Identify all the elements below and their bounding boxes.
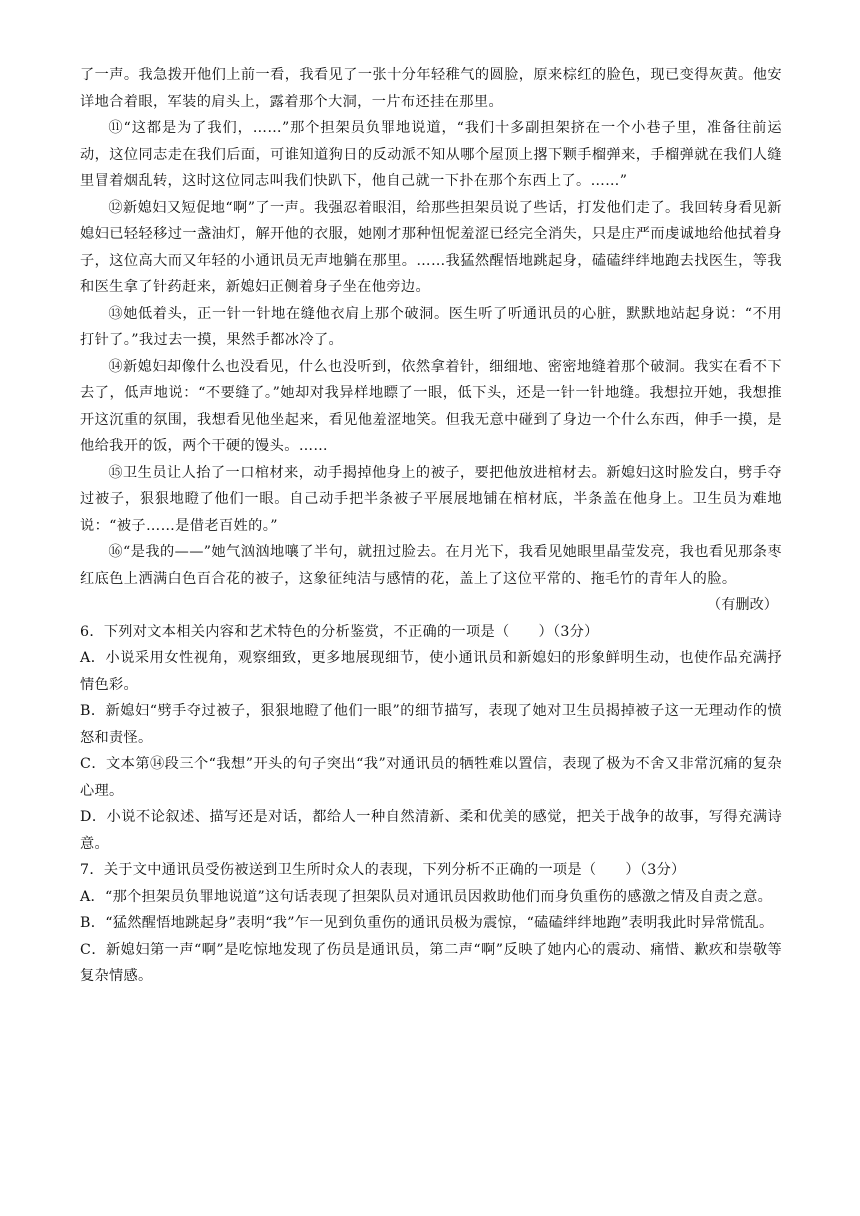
- question-7: [80, 857, 782, 990]
- answer-option-c: C．文本第⑭段三个“我想”开头的句子突出“我”对通讯员的牺牲难以置信，表现了极为不舍又非常沉痛的复杂心理。: [80, 756, 782, 799]
- question-stem: 6．下列对文本相关内容和艺术特色的分析鉴赏，不正确的一项是（ ）（3分）: [80, 623, 599, 640]
- passage-paragraph-12: ⑫新媳妇又短促地“啊”了一声。我强忍着眼泪，给那些担架员说了些话，打发他们走了。我回转身看见新媳妇已轻轻移过一盏油灯，解开他的衣服，她刚才那种忸怩羞涩已经完全消失，只是庄严而虔诚地给他拭着身子，这位高大而又年轻的小通讯员无声地躺在那里。……我猛然醒悟地跳起身，磕磕绊绊地跑去找医生，等我和医生拿了针药赶来，新媳妇正侧着身子坐在他旁边。: [80, 199, 782, 295]
- document-page: [80, 62, 782, 990]
- answer-option-b: B．新媳妇“劈手夺过被子，狠狠地瞪了他们一眼”的细节描写，表现了她对卫生员揭掉被子这一无理动作的愤怒和责怪。: [80, 703, 782, 746]
- source-note: （有删改）: [707, 597, 778, 613]
- answer-option-a: A．“那个担架员负罪地说道”这句话表现了担架队员对通讯员因救助他们而身负重伤的感激之情及自责之意。: [80, 888, 773, 905]
- reading-passage: [80, 62, 782, 619]
- passage-paragraph-14: ⑭新媳妇却像什么也没看见，什么也没听到，依然拿着针，细细地、密密地缝着那个破洞。我实在看不下去了，低声地说：“不要缝了。”她却对我异样地瞟了一眼，低下头，还是一针一针地缝。我想拉开她，我想推开这沉重的氛围，我想看见他坐起来，看见他羞涩地笑。但我无意中碰到了身边一个什么东西，伸手一摸，是他给我开的饭，两个干硬的馒头。……: [80, 358, 782, 454]
- answer-option-d: D．小说不论叙述、描写还是对话，都给人一种自然清新、柔和优美的感觉，把关于战争的故事，写得充满诗意。: [80, 809, 782, 852]
- answer-option-a: A．小说采用女性视角，观察细致，更多地展现细节，使小通讯员和新媳妇的形象鲜明生动，也使作品充满抒情色彩。: [80, 650, 782, 693]
- passage-paragraph-15: ⑮卫生员让人抬了一口棺材来，动手揭掉他身上的被子，要把他放进棺材去。新媳妇这时脸发白，劈手夺过被子，狠狠地瞪了他们一眼。自己动手把半条被子平展展地铺在棺材底，半条盖在他身上。卫生员为难地说：“被子……是借老百姓的。”: [80, 464, 782, 534]
- passage-paragraph-16: ⑯“是我的——”她气汹汹地嚷了半句，就扭过脸去。在月光下，我看见她眼里晶莹发亮，我也看见那条枣红底色上洒满白色百合花的被子，这象征纯洁与感情的花，盖上了这位平常的、拖毛竹的青年人的脸。: [80, 544, 782, 587]
- question-6: [80, 619, 782, 858]
- passage-paragraph-continued: 了一声。我急拨开他们上前一看，我看见了一张十分年轻稚气的圆脸，原来棕红的脸色，现已变得灰黄。他安详地合着眼，军装的肩头上，露着那个大洞，一片布还挂在那里。: [80, 67, 782, 110]
- question-list: [80, 619, 782, 990]
- question-stem: 7．关于文中通讯员受伤被送到卫生所时众人的表现，下列分析不正确的一项是（ ）（3分）: [80, 862, 686, 878]
- answer-option-c: C．新媳妇第一声“啊”是吃惊地发现了伤员是通讯员，第二声“啊”反映了她内心的震动、痛惜、歉疚和崇敬等复杂情感。: [80, 941, 782, 984]
- passage-paragraph-13: ⑬她低着头，正一针一针地在缝他衣肩上那个破洞。医生听了听通讯员的心脏，默默地站起身说：“不用打针了。”我过去一摸，果然手都冰冷了。: [80, 305, 782, 348]
- answer-option-b: B．“猛然醒悟地跳起身”表明“我”乍一见到负重伤的通讯员极为震惊，“磕磕绊绊地跑”表明我此时异常慌乱。: [80, 915, 774, 931]
- passage-paragraph-11: ⑪“这都是为了我们，……”那个担架员负罪地说道，“我们十多副担架挤在一个小巷子里，准备往前运动，这位同志走在我们后面，可谁知道狗日的反动派不知从哪个屋顶上撂下颗手榴弹来，手榴弹就在我们人缝里冒着烟乱转，这时这位同志叫我们快趴下，他自己就一下扑在那个东西上了。……”: [80, 120, 782, 189]
